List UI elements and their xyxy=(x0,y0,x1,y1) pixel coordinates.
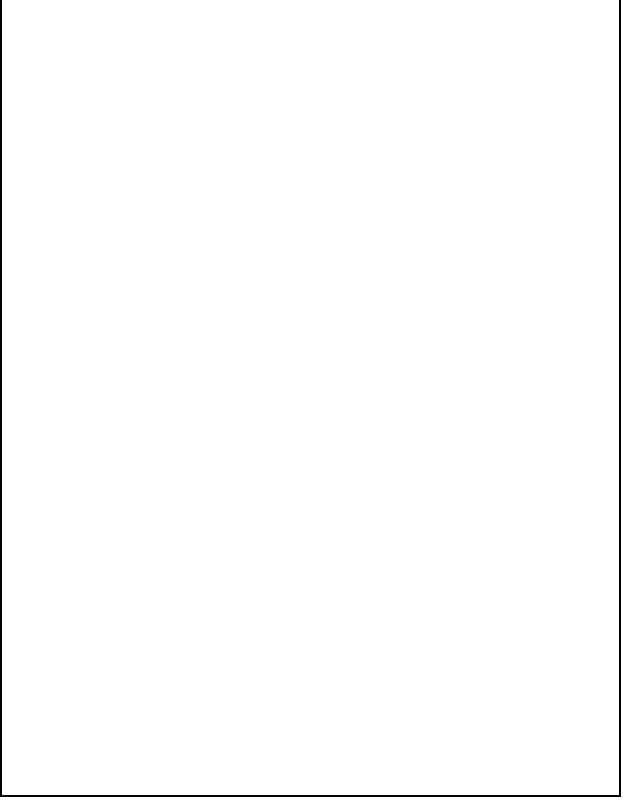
page-border-bottom xyxy=(0,795,621,797)
page-border-left xyxy=(0,0,2,796)
page-border-right xyxy=(619,0,621,796)
